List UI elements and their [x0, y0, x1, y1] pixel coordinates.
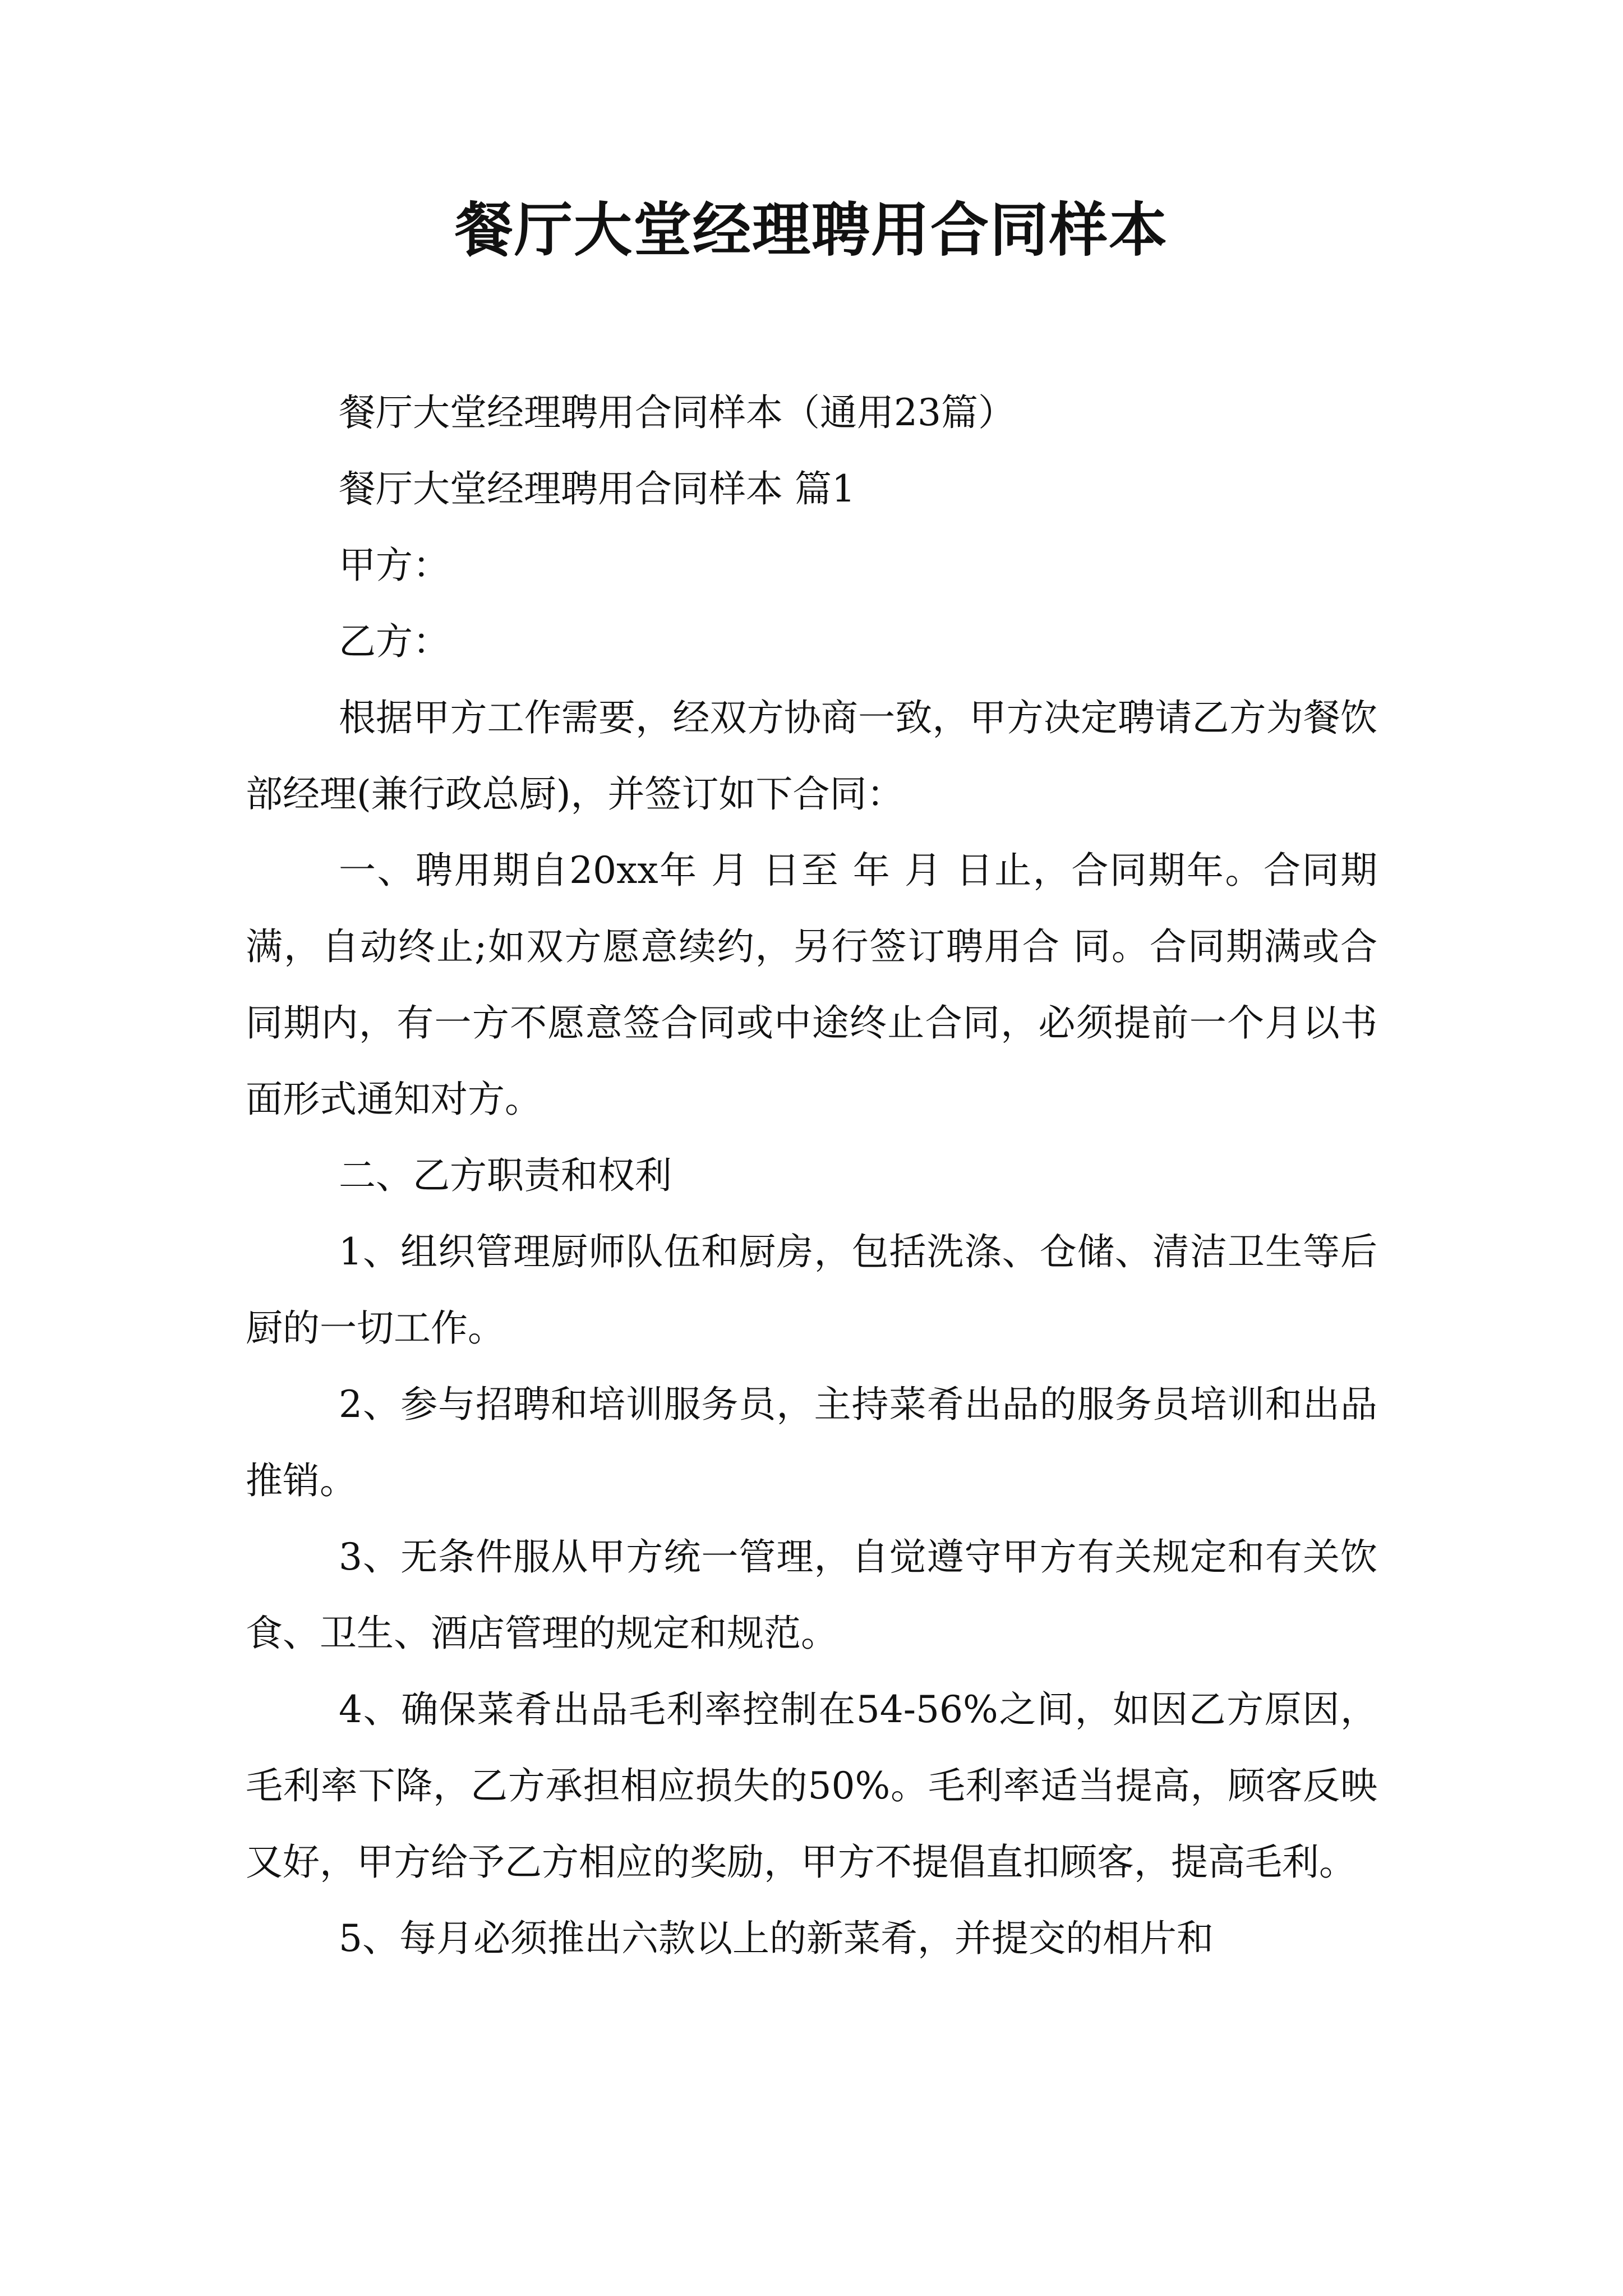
duty-item-3: 3、无条件服从甲方统一管理，自觉遵守甲方有关规定和有关饮食、卫生、酒店管理的规定和规范。	[246, 1535, 1377, 1655]
duty-item-5: 5、每月必须推出六款以上的新菜肴，并提交的相片和	[339, 1917, 1214, 1960]
clause-term-paragraph: 一、聘用期自20xx年 月 日至 年 月 日止，合同期年。合同期满，自动终止;如双方愿意续约，另行签订聘用合 同。合同期满或合同期内，有一方不愿意签合同或中途终止合同，必须提前一个月以书面形式通知对方。	[246, 849, 1377, 1121]
duty-item-2: 2、参与招聘和培训服务员，主持菜肴出品的服务员培训和出品推销。	[246, 1383, 1377, 1502]
party-a-line: 甲方：	[339, 544, 450, 587]
subtitle-paragraph: 餐厅大堂经理聘用合同样本（通用23篇）	[339, 391, 1015, 434]
intro-paragraph: 根据甲方工作需要，经双方协商一致，甲方决定聘请乙方为餐饮部经理(兼行政总厨)，并签订如下合同：	[246, 696, 1377, 816]
duty-item-1: 1、组织管理厨师队伍和厨房，包括洗涤、仓储、清洁卫生等后厨的一切工作。	[246, 1230, 1377, 1350]
section-heading: 餐厅大堂经理聘用合同样本 篇1	[339, 467, 855, 510]
document-body	[246, 375, 1377, 1977]
document-title: 餐厅大堂经理聘用合同样本	[454, 195, 1168, 264]
party-b-line: 乙方：	[339, 620, 450, 663]
duty-item-4: 4、确保菜肴出品毛利率控制在54-56%之间，如因乙方原因，毛利率下降，乙方承担相应损失的50%。毛利率适当提高，顾客反映又好，甲方给予乙方相应的奖励，甲方不提倡直扣顾客，提高毛利。	[246, 1688, 1377, 1884]
clause-heading: 二、乙方职责和权利	[339, 1154, 672, 1197]
